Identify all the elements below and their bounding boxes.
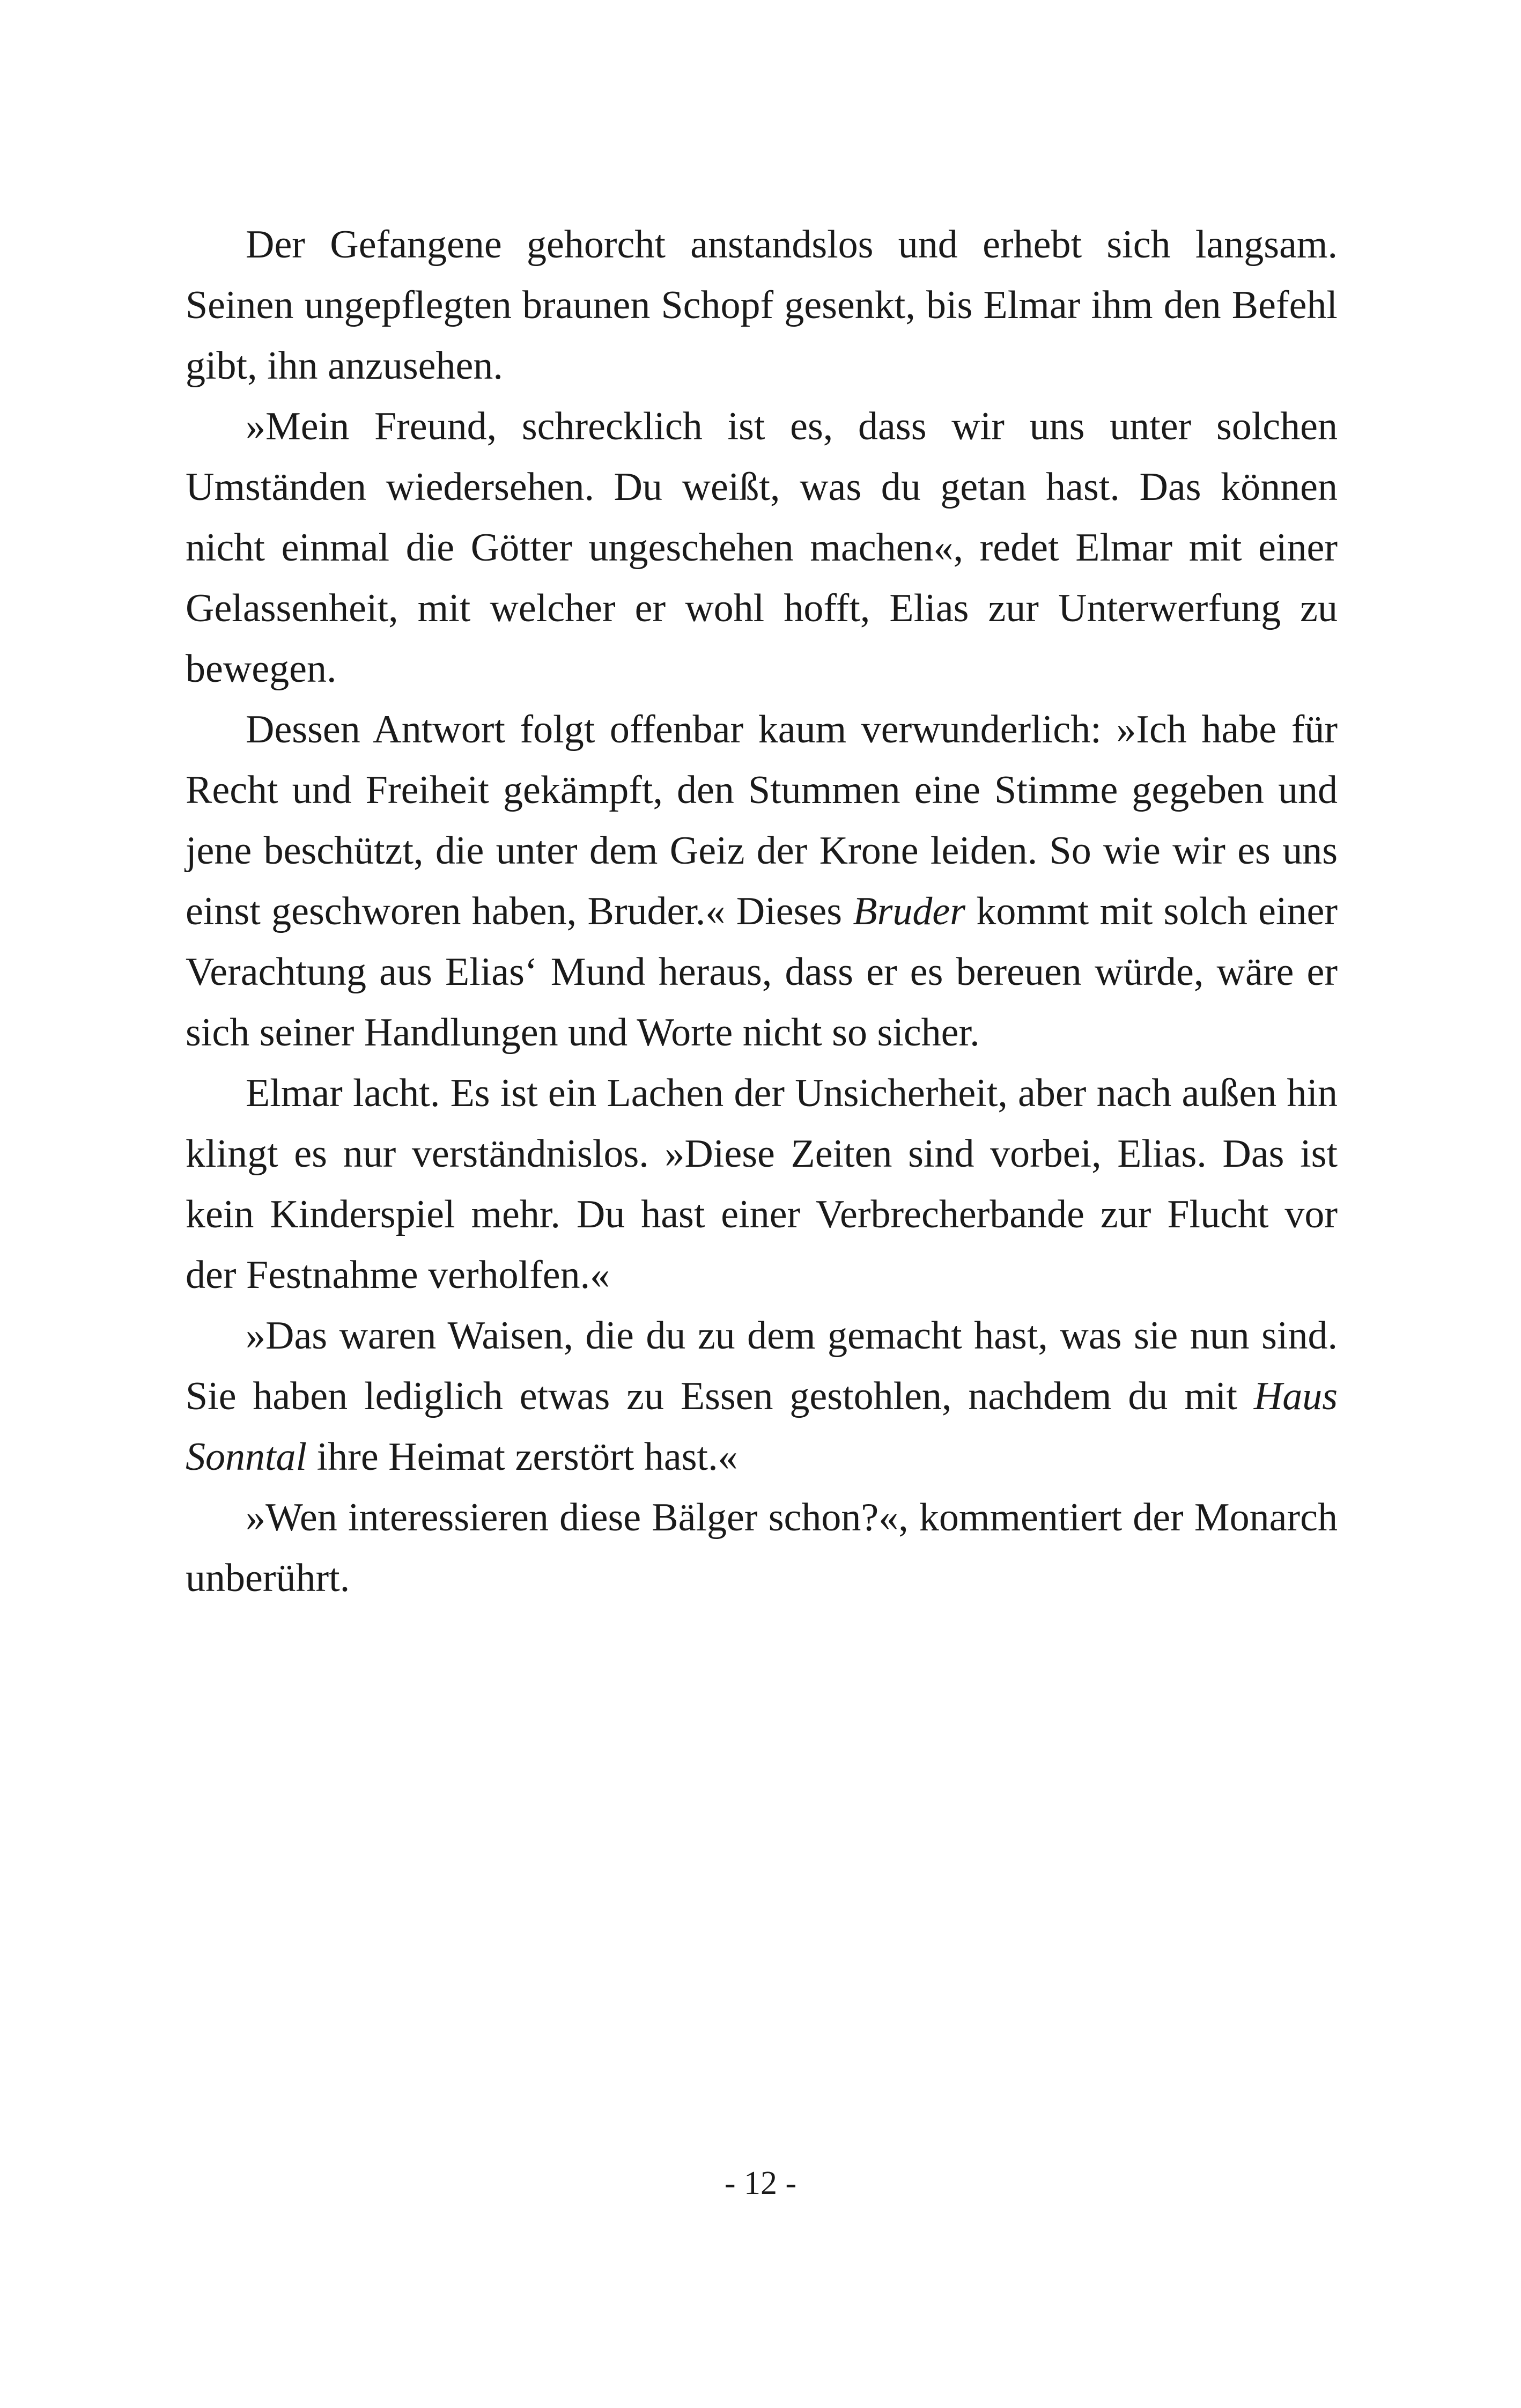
paragraph [186, 1306, 1338, 1487]
text-segment: Der Gefangene gehorcht anstandslos und erhebt sich langsam. Seinen ungepflegten braunen Schopf gesenkt, bis Elmar ihm den Befehl gibt, ihn anzusehen. [186, 223, 1338, 388]
paragraph [186, 396, 1338, 699]
text-segment: »Wen interessieren diese Bälger schon?«, kommentiert der Monarch unberührt. [186, 1496, 1338, 1600]
paragraph [186, 1487, 1338, 1609]
text-segment: »Mein Freund, schrecklich ist es, dass wir uns unter solchen Umständen wiedersehen. Du weißt, was du getan hast. Das können nicht einmal die Götter ungeschehen machen«, redet Elmar mit einer Gelassenheit, mit welcher er wohl hofft, Elias zur Unterwerfung zu bewegen. [186, 404, 1338, 691]
page-number: - 12 - [724, 2165, 797, 2201]
paragraph [186, 1063, 1338, 1306]
text-segment: kommt mit solch einer Verachtung aus Elias‘ Mund heraus, dass er es bereuen würde, wäre er sich seiner Handlungen und Worte nicht so sicher. [186, 889, 1338, 1055]
text-segment: ihre Heimat zerstört hast.« [307, 1435, 738, 1479]
italic-text-segment: Bruder [853, 889, 966, 933]
text-segment: »Das waren Waisen, die du zu dem gemacht hast, was sie nun sind. Sie haben lediglich etwas zu Essen gestohlen, nachdem du mit [186, 1314, 1338, 1418]
paragraph [186, 215, 1338, 396]
italic-text-segment: Haus Sonntal [186, 1374, 1338, 1479]
text-segment: Dessen Antwort folgt offenbar kaum verwunderlich: »Ich habe für Recht und Freiheit gekämpft, den Stummen eine Stimme gegeben und jene beschützt, die unter dem Geiz der Krone leiden. So wie wir es uns einst geschworen haben, Bruder.« Dieses [186, 708, 1338, 933]
paragraph [186, 699, 1338, 1063]
body-text [186, 215, 1338, 1609]
text-segment: Elmar lacht. Es ist ein Lachen der Unsicherheit, aber nach außen hin klingt es nur verständnislos. »Diese Zeiten sind vorbei, Elias. Das ist kein Kinderspiel mehr. Du hast einer Verbrecherbande zur Flucht vor der Festnahme verholfen.« [186, 1071, 1338, 1297]
